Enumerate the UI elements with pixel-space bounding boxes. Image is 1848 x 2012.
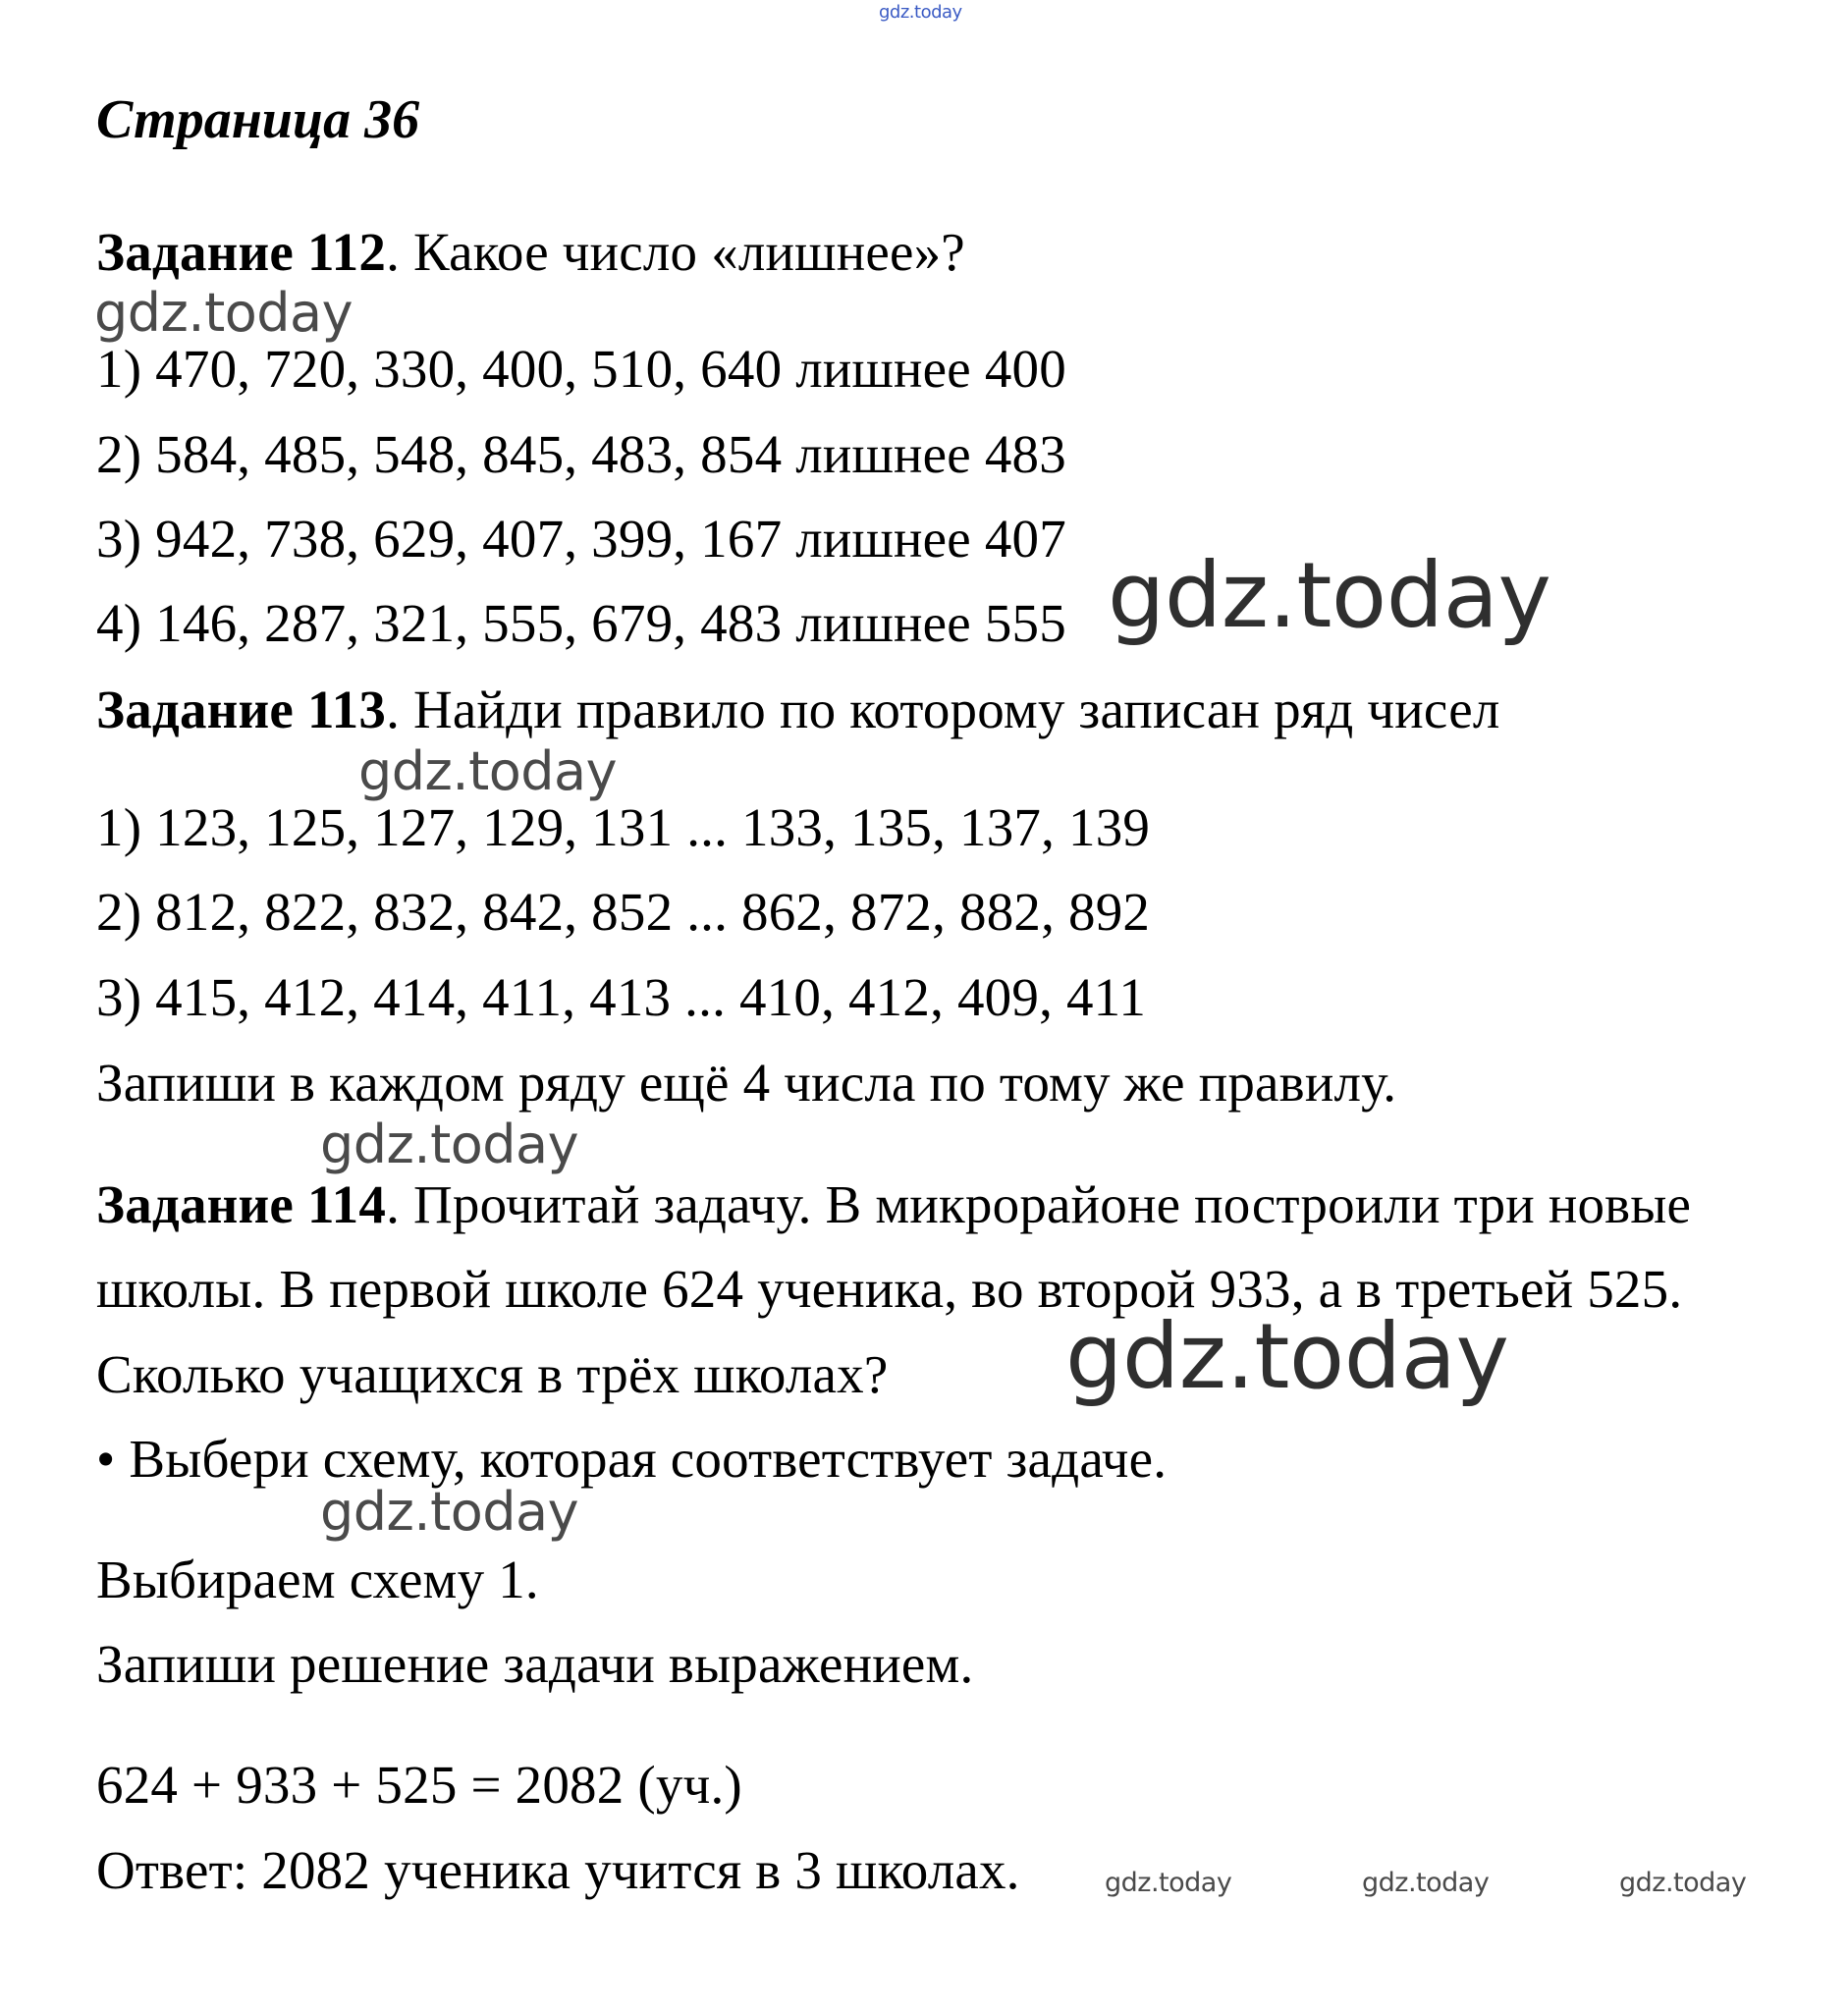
task-114-line-2: школы. В первой школе 624 ученика, во второй 933, а в третьей 525. xyxy=(96,1259,1683,1319)
page-title: Страница 36 xyxy=(96,89,420,150)
task-113-instruction: Запиши в каждом ряду ещё 4 числа по тому же правилу. xyxy=(96,1053,1397,1113)
task-113-label: Задание 113 xyxy=(96,680,387,739)
task-114-heading xyxy=(96,1174,1691,1235)
task-113-row-1: 1) 123, 125, 127, 129, 131 ... 133, 135, 137, 139 xyxy=(96,797,1151,857)
task-112-row-3: 3) 942, 738, 629, 407, 399, 167 лишнее 407 xyxy=(96,509,1066,569)
task-112-row-1: 1) 470, 720, 330, 400, 510, 640 лишнее 400 xyxy=(96,339,1066,399)
task-114-bullet: • Выбери схему, которая соответствует задаче. xyxy=(96,1429,1168,1489)
task-112-heading xyxy=(96,222,965,283)
watermark: gdz.today xyxy=(1108,543,1551,648)
watermark: gdz.today xyxy=(320,1114,579,1175)
task-114-answer: Ответ: 2082 ученика учится в 3 школах. xyxy=(96,1840,1020,1900)
watermark: gdz.today xyxy=(94,282,353,344)
task-113-row-2: 2) 812, 822, 832, 842, 852 ... 862, 872, 882, 892 xyxy=(96,882,1151,942)
task-112-row-2: 2) 584, 485, 548, 845, 483, 854 лишнее 483 xyxy=(96,424,1066,484)
task-114-line-1: . Прочитай задачу. В микрорайоне построили три новые xyxy=(386,1174,1692,1234)
task-113-heading xyxy=(96,680,1499,740)
task-114-label: Задание 114 xyxy=(96,1174,387,1234)
watermark-top: gdz.today xyxy=(879,2,962,23)
watermark: gdz.today xyxy=(1065,1304,1509,1409)
watermark: gdz.today xyxy=(1362,1868,1490,1898)
task-114-line-3: Сколько учащихся в трёх школах? xyxy=(96,1344,889,1404)
task-114-choice: Выбираем схему 1. xyxy=(96,1550,539,1609)
task-114-expression: 624 + 933 + 525 = 2082 (уч.) xyxy=(96,1755,742,1815)
task-112-row-4: 4) 146, 287, 321, 555, 679, 483 лишнее 555 xyxy=(96,593,1066,653)
watermark: gdz.today xyxy=(1619,1868,1747,1898)
task-113-row-3: 3) 415, 412, 414, 411, 413 ... 410, 412, 409, 411 xyxy=(96,967,1147,1027)
watermark: gdz.today xyxy=(358,740,618,802)
task-112-question: . Какое число «лишнее»? xyxy=(386,222,965,282)
watermark: gdz.today xyxy=(1105,1868,1232,1898)
watermark: gdz.today xyxy=(320,1481,579,1543)
task-113-question: . Найди правило по которому записан ряд чисел xyxy=(386,680,1500,739)
task-112-label: Задание 112 xyxy=(96,222,387,282)
task-114-instruction: Запиши решение задачи выражением. xyxy=(96,1634,974,1694)
